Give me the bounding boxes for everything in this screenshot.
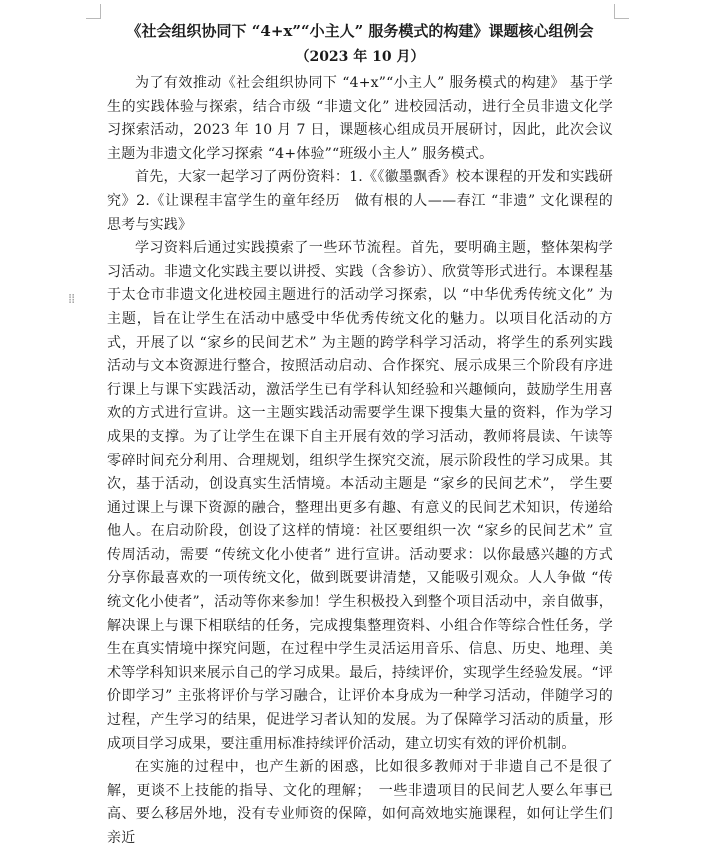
document-page bbox=[107, 18, 613, 851]
document-date: （2023 年 10 月） bbox=[295, 49, 425, 65]
paragraph-intro: 为了有效推动《社会组织协同下 “4+x”“小主人” 服务模式的构建》 基于学生的实践体验与探索，结合市级 “非遗文化” 进校园活动，进行全员非遗文化学习探索活动，2023 年 10 月 7 日，课题核心组成员开展研讨，因此，此次会议主题为非遗文化学习探索 “4+体验”“班级小主人” 服务模式。 bbox=[107, 75, 613, 162]
document-title: 《社会组织协同下 “4+x”“小主人” 服务模式的构建》课题核心组例会 bbox=[126, 22, 594, 40]
paragraph-practice: 学习资料后通过实践摸索了一些环节流程。首先，要明确主题，整体架构学习活动。非遗文化实践主要以讲授、实践（含参访）、欣赏等形式进行。本课程基于太仓市非遗文化进校园主题进行的活动学习探索，以 “中华优秀传统文化” 为主题，旨在让学生在活动中感受中华优秀传统文化的魅力。以项目化活动的方式，开展了以 “家乡的民间艺术” 为主题的跨学科学习活动，将学生的系列实践活动与文本资源进行整合，按照活动启动、合作探究、展示成果三个阶段有序进行课上与课下实践活动，激活学生已有学科认知经验和兴趣倾向，鼓励学生用喜欢的方式进行宣讲。这一主题实践活动需要学生课下搜集大量的资料，作为学习成果的支撑。为了让学生在课下自主开展有效的学习活动，教师将晨读、午读等零碎时间充分利用、合理规划，组织学生探究交流，展示阶段性的学习成果。其次，基于活动，创设真实生活情境。本活动主题是 “家乡的民间艺术”， 学生要通过课上与课下资源的融合，整理出更多有趣、有意义的民间艺术知识，传递给他人。在启动阶段，创设了这样的情境：社区要组织一次 “家乡的民间艺术” 宣传周活动，需要 “传统文化小使者” 进行宣讲。活动要求：以你最感兴趣的方式分享你最喜欢的一项传统文化，做到既要讲清楚，又能吸引观众。人人争做 “传统文化小使者”，活动等你来参加！学生积极投入到整个项目活动中，亲自做事，解决课上与课下相联结的任务，完成搜集整理资料、小组合作等综合性任务，学生在真实情境中探究问题，在过程中学生灵活运用音乐、信息、历史、地理、美术等学科知识来展示自己的学习成果。最后，持续评价，实现学生经验发展。“评价即学习” 主张将评价与学习融合，让评价本身成为一种学习活动，伴随学习的过程，产生学习的结果，促进学习者认知的发展。为了保障学习活动的质量，形成项目学习成果，要注重用标准持续评价活动，建立切实有效的评价机制。 bbox=[107, 240, 613, 752]
page-corner-mark-top-right bbox=[614, 4, 629, 19]
paragraph-challenges: 在实施的过程中，也产生新的困惑，比如很多教师对于非遗自己不是很了解，更谈不上技能的指导、文化的理解； 一些非遗项目的民间艺人要么年事已高、要么移居外地，没有专业师资的保障，如何高效地实施课程，如何让学生们亲近 bbox=[107, 759, 613, 846]
page-corner-mark-top-left bbox=[86, 4, 101, 19]
drag-handle-icon[interactable]: ⁞⁞ bbox=[68, 292, 75, 307]
paragraph-materials: 首先，大家一起学习了两份资料：1.《《徽墨飘香》校本课程的开发和实践研究》2.《让课程丰富学生的童年经历 做有根的人——春江 “非遗” 文化课程的思考与实践》 bbox=[107, 169, 613, 233]
